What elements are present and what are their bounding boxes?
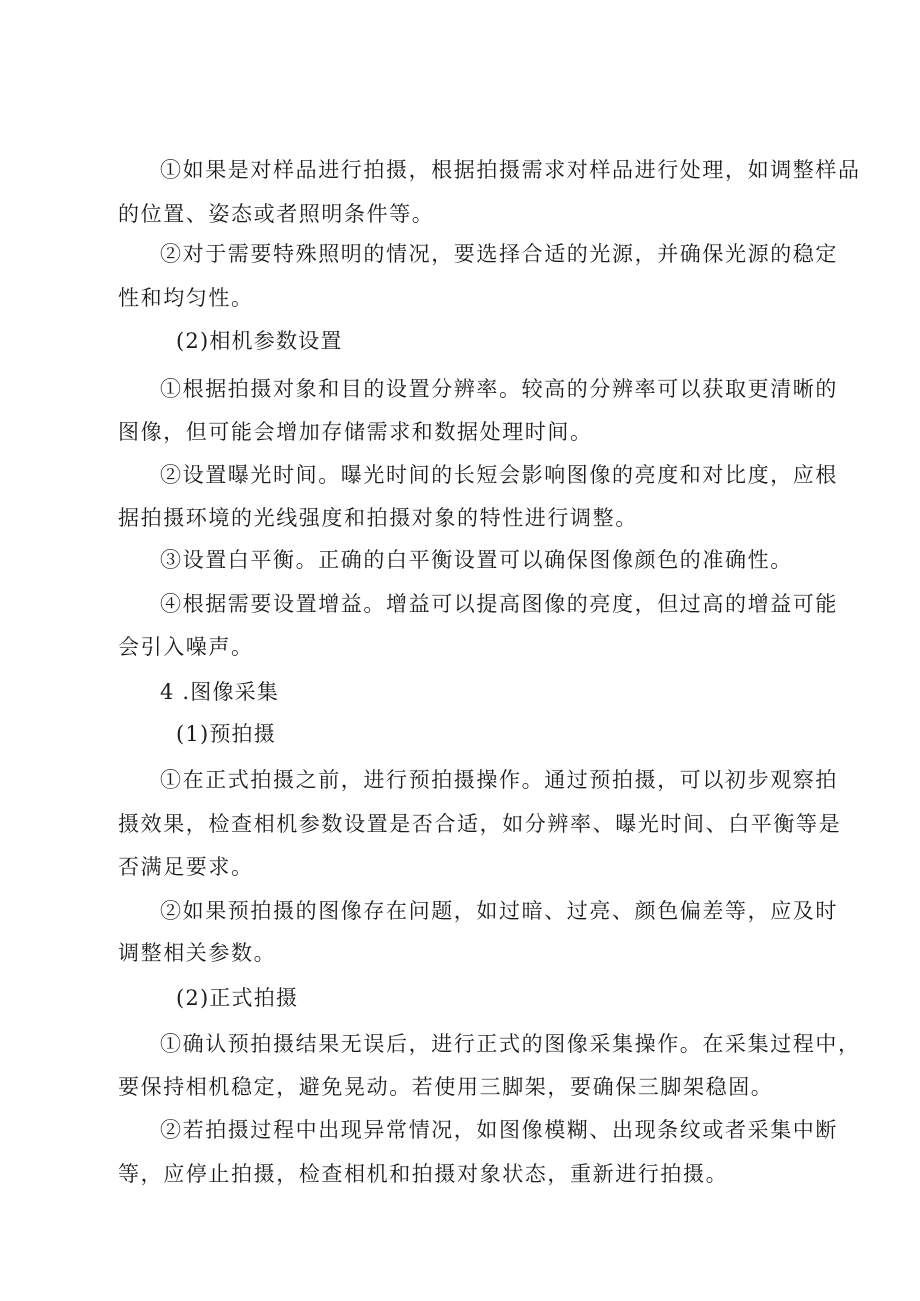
paragraph-line: 否满足要求。 <box>118 855 254 879</box>
paragraph-line: ②如果预拍摄的图像存在问题，如过暗、过亮、颜色偏差等，应及时 <box>160 899 838 923</box>
paragraph-line: ②若拍摄过程中出现异常情况，如图像模糊、出现条纹或者采集中断 <box>160 1118 838 1142</box>
section-heading-image-capture: 4 .图像采集 <box>160 680 280 704</box>
paragraph-line: 要保持相机稳定，避免晃动。若使用三脚架，要确保三脚架稳固。 <box>118 1075 774 1099</box>
paragraph-line: ①根据拍摄对象和目的设置分辨率。较高的分辨率可以获取更清晰的 <box>160 377 838 401</box>
section-heading-formal-shoot: (2)正式拍摄 <box>176 986 299 1010</box>
paragraph-line: 的位置、姿态或者照明条件等。 <box>118 202 435 226</box>
paragraph-line: ①在正式拍摄之前，进行预拍摄操作。通过预拍摄，可以初步观察拍 <box>160 768 838 792</box>
paragraph-line: 会引入噪声。 <box>118 635 254 659</box>
paragraph-line: 图像，但可能会增加存储需求和数据处理时间。 <box>118 420 593 444</box>
paragraph-line: 据拍摄环境的光线强度和拍摄对象的特性进行调整。 <box>118 506 638 530</box>
paragraph-line: 摄效果，检查相机参数设置是否合适，如分辨率、曝光时间、白平衡等是 <box>118 812 842 836</box>
paragraph-line: 等，应停止拍摄，检查相机和拍摄对象状态，重新进行拍摄。 <box>118 1162 729 1186</box>
paragraph-line: ③设置白平衡。正确的白平衡设置可以确保图像颜色的准确性。 <box>160 548 793 572</box>
paragraph-line: ②对于需要特殊照明的情况，要选择合适的光源，并确保光源的稳定 <box>160 242 838 266</box>
paragraph-line: 调整相关参数。 <box>118 941 277 965</box>
section-heading-camera-params: (2)相机参数设置 <box>176 329 343 353</box>
paragraph-line: ④根据需要设置增益。增益可以提高图像的亮度，但过高的增益可能 <box>160 592 838 616</box>
section-heading-pre-shoot: (1)预拍摄 <box>176 722 276 746</box>
paragraph-line: ①如果是对样品进行拍摄，根据拍摄需求对样品进行处理，如调整样品 <box>160 158 861 182</box>
paragraph-line: ①确认预拍摄结果无误后，进行正式的图像采集操作。在采集过程中， <box>160 1032 861 1056</box>
paragraph-line: 性和均匀性。 <box>118 286 254 310</box>
paragraph-line: ②设置曝光时间。曝光时间的长短会影响图像的亮度和对比度，应根 <box>160 463 838 487</box>
